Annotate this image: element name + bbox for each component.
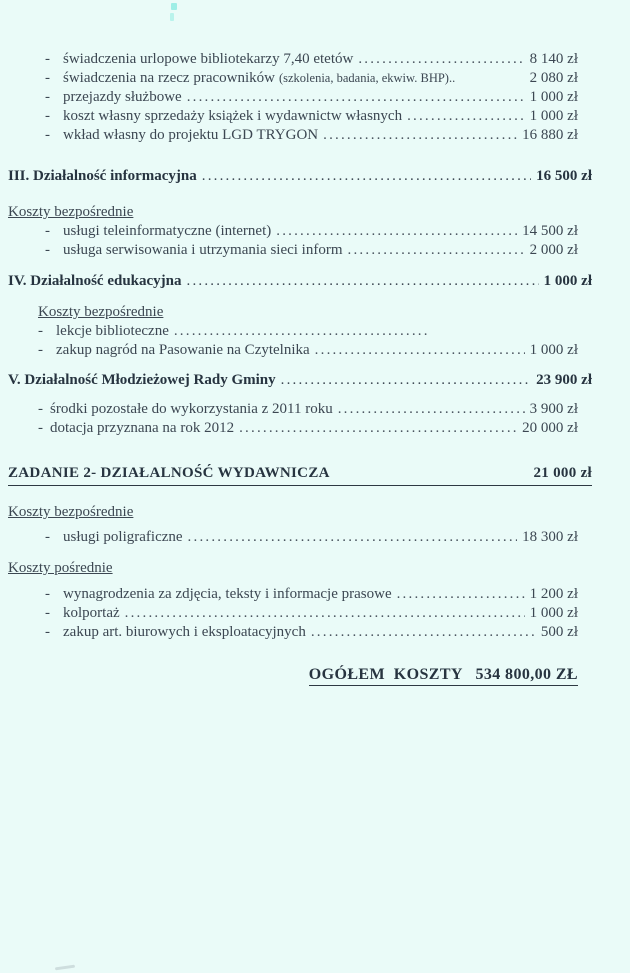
item-label: usługi poligraficzne (63, 529, 183, 545)
indirect-items (8, 585, 592, 642)
dash-bullet (38, 322, 56, 341)
dash-bullet (45, 604, 63, 623)
section-value: 1 000 zł (543, 273, 592, 289)
item-value: 1 000 zł (529, 108, 578, 124)
cost-group (8, 503, 592, 522)
line-item (45, 241, 578, 260)
item-value: 500 zł (540, 624, 578, 640)
dot-leader (323, 126, 517, 145)
zadanie2-value: 21 000 zł (533, 465, 592, 481)
dot-leader (338, 400, 525, 419)
item-value: 3 900 zł (529, 401, 578, 417)
item-label: koszt własny sprzedaży książek i wydawnictw własnych (63, 108, 403, 124)
dot-leader (397, 585, 525, 604)
dot-leader (281, 371, 532, 390)
item-value: 2 080 zł (529, 70, 578, 86)
item-label: zakup art. biurowych i eksploatacyjnych (63, 624, 306, 640)
section-iii-items (8, 222, 592, 260)
dot-leader (315, 341, 525, 360)
line-item (45, 528, 578, 547)
item-label: świadczenia na rzecz pracowników (63, 70, 275, 86)
item-label: lekcje biblioteczne (56, 323, 169, 339)
dash-bullet (38, 400, 50, 419)
dash-bullet (38, 419, 50, 438)
item-value: 1 000 zł (529, 605, 578, 621)
item-value: 18 300 zł (522, 529, 578, 545)
dot-leader (239, 419, 517, 438)
grand-total-row (8, 666, 578, 686)
item-label: usługa serwisowania i utrzymania sieci inform (63, 242, 343, 258)
item-label: wkład własny do projektu LGD TRYGON (63, 127, 319, 143)
section-title: III. Działalność informacyjna (8, 168, 197, 184)
dash-bullet (45, 69, 63, 88)
item-label: przejazdy służbowe (63, 89, 182, 105)
item-label: zakup nagród na Pasowanie na Czytelnika (56, 342, 310, 358)
line-item (45, 50, 578, 69)
cost-group (38, 303, 592, 322)
item-label: świadczenia urlopowe bibliotekarzy 7,40 etetów (63, 51, 354, 67)
line-item (38, 419, 578, 438)
zadanie2-section (8, 464, 592, 642)
dash-bullet (45, 241, 63, 260)
line-item (38, 341, 578, 360)
section-iii-heading (8, 167, 592, 186)
dash-bullet (45, 50, 63, 69)
scan-artifact-speck (170, 13, 174, 21)
line-item (45, 623, 578, 642)
grand-total: OGÓŁEM KOSZTY 534 800,00 ZŁ (309, 666, 578, 686)
dash-bullet (45, 126, 63, 145)
section-iv-heading (8, 272, 592, 291)
dot-leader (358, 50, 524, 69)
item-label: środki pozostałe do wykorzystania z 2011 roku (50, 401, 333, 417)
cost-group-label: Koszty bezpośrednie (8, 504, 134, 520)
line-item (45, 585, 578, 604)
cost-group (8, 559, 592, 578)
item-value: 14 500 zł (522, 223, 578, 239)
dot-leader (202, 167, 531, 186)
line-item (45, 69, 578, 88)
dot-leader (311, 623, 536, 642)
cost-group-label: Koszty bezpośrednie (38, 304, 164, 320)
item-label: wynagrodzenia za zdjęcia, teksty i informacje prasowe (63, 586, 392, 602)
section-iv-items (8, 322, 592, 360)
item-value: 1 000 zł (529, 89, 578, 105)
section-v-heading (8, 371, 592, 390)
item-value: 1 000 zł (529, 342, 578, 358)
line-item (38, 400, 578, 419)
line-item (45, 88, 578, 107)
dash-bullet (38, 341, 56, 360)
line-item (45, 604, 578, 623)
dot-leader (125, 604, 525, 623)
section-title: V. Działalność Młodzieżowej Rady Gminy (8, 372, 276, 388)
line-item (38, 322, 578, 341)
item-label: dotacja przyznana na rok 2012 (50, 420, 235, 436)
item-value: 16 880 zł (522, 127, 578, 143)
item-value: 8 140 zł (529, 51, 578, 67)
item-label: usługi teleinformatyczne (internet) (63, 223, 272, 239)
scan-artifact-speck (171, 3, 177, 10)
line-item (45, 107, 578, 126)
item-value: 20 000 zł (522, 420, 578, 436)
section-v-items (8, 400, 592, 438)
item-label: kolportaż (63, 605, 120, 621)
section-value: 16 500 zł (536, 168, 592, 184)
line-item (45, 222, 578, 241)
scan-artifact-smudge (55, 965, 75, 971)
dot-leader (174, 322, 429, 341)
cost-group-label: Koszty bezpośrednie (8, 204, 134, 220)
item-value: 1 200 zł (529, 586, 578, 602)
dot-leader (276, 222, 517, 241)
section-value: 23 900 zł (536, 372, 592, 388)
dot-leader (187, 88, 525, 107)
dot-leader (187, 272, 539, 291)
dash-bullet (45, 585, 63, 604)
dash-bullet (45, 88, 63, 107)
line-item (45, 126, 578, 145)
section-title: IV. Działalność edukacyjna (8, 273, 182, 289)
cost-group (8, 203, 592, 222)
dot-leader (348, 241, 525, 260)
item-value: 2 000 zł (529, 242, 578, 258)
dash-bullet (45, 623, 63, 642)
cost-group-label: Koszty pośrednie (8, 560, 113, 576)
zadanie2-title: ZADANIE 2- DZIAŁALNOŚĆ WYDAWNICZA (8, 465, 330, 481)
zadanie2-heading (8, 464, 592, 486)
dash-bullet (45, 222, 63, 241)
intro-cost-list (8, 0, 592, 145)
dot-leader (407, 107, 525, 126)
item-note: (szkolenia, badania, ekwiw. BHP).. (278, 71, 456, 85)
dash-bullet (45, 528, 63, 547)
dot-leader (188, 528, 518, 547)
dash-bullet (45, 107, 63, 126)
